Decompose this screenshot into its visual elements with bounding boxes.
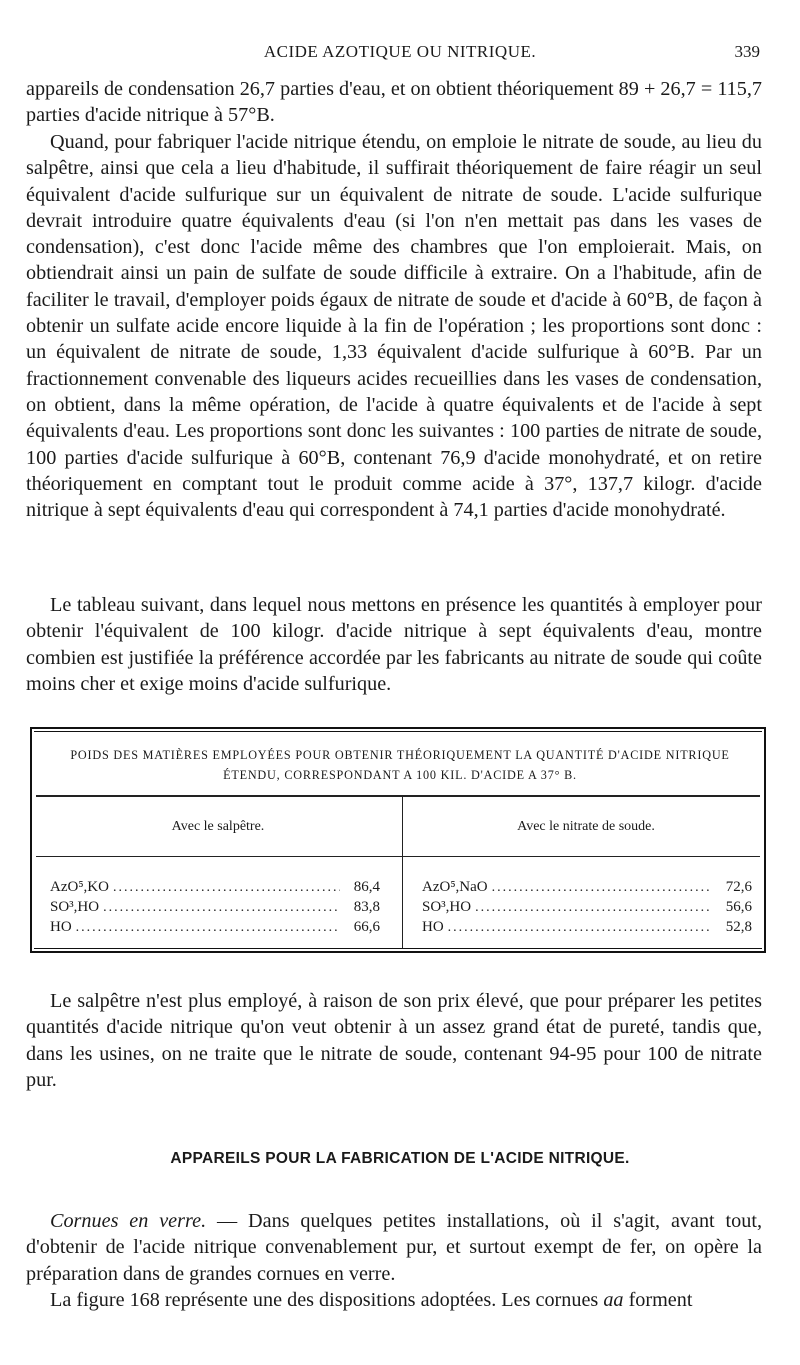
paragraph-figure-168 (26, 1287, 762, 1313)
leader-dots (448, 920, 712, 936)
table-row (422, 919, 752, 939)
row-label: SO³,HO (50, 899, 100, 915)
table-row (50, 879, 380, 899)
leader-dots (76, 920, 340, 936)
column-header-nitrate-de-soude: Avec le nitrate de soude. (517, 819, 655, 834)
paragraph-tableau-intro: Le tableau suivant, dans lequel nous mettons en présence les quantités à employer pour obtenir l'équivalent de 100 kilogr. d'acide nitrique à sept équivalents d'eau, montre combien est justifiée la préférence accordée par les fabricants au nitrate de soude qui coûte moins cher et exige moins d'acide sulfurique. (26, 594, 762, 695)
table-header-rule (36, 795, 760, 797)
row-label: AzO⁵,NaO (422, 879, 488, 895)
row-value: 72,6 (725, 879, 752, 895)
table-row (50, 919, 380, 939)
row-label: AzO⁵,KO (50, 879, 109, 895)
row-label: HO (422, 919, 444, 935)
table-row (50, 899, 380, 919)
paragraph-text: forment (623, 1289, 693, 1311)
table-caption-line-1: POIDS DES MATIÈRES EMPLOYÉES POUR OBTENIR THÉORIQUEMENT LA QUANTITÉ D'ACIDE NITRIQUE (70, 748, 730, 762)
row-value: 66,6 (353, 919, 380, 935)
leader-dots (475, 900, 712, 916)
paragraph-text: La figure 168 représente une des dispositions adoptées. Les cornues (50, 1289, 604, 1311)
row-value: 86,4 (353, 879, 380, 895)
table-column-divider (402, 797, 403, 949)
row-label: HO (50, 919, 72, 935)
figure-letter: aa (603, 1289, 624, 1311)
weights-table (30, 727, 766, 953)
section-title: APPAREILS POUR LA FABRICATION DE L'ACIDE NITRIQUE. (170, 1150, 630, 1167)
row-value: 56,6 (725, 899, 752, 915)
table-caption (40, 745, 760, 785)
running-head (0, 40, 800, 68)
leader-dots (492, 880, 712, 896)
column-header-salpetre: Avec le salpêtre. (171, 819, 265, 834)
table-row (422, 899, 752, 919)
paragraph-nitrate-de-soude: Quand, pour fabriquer l'acide nitrique étendu, on emploie le nitrate de soude, au lieu du salpêtre, ainsi que cela a lieu d'habitude, il suffirait théoriquement de faire réagir un seul équivalent d'acide sulfurique sur un équivalent de nitrate de soude. L'acide sulfurique devrait introduire quatre équivalents d'eau (si l'on n'en mettait pas dans les vases de condensation), c'est donc l'acide même des chambres que l'on emploierait. Mais, on obtiendrait ainsi un pain de sulfate de soude difficile à extraire. On a l'habitude, afin de faciliter le travail, d'employer poids égaux de nitrate de soude et d'acide à 60°B, de façon à obtenir un sulfate acide encore liquide à la fin de l'opération ; les proportions sont donc : un équivalent de nitrate de soude, 1,33 équivalent d'acide sulfurique à 60°B. Par un fractionnement convenable des liqueurs acides recueillies dans les vases de condensation, on obtient, dans la même opération, de l'acide à quatre équivalents et de l'acide à sept équivalents d'eau. Les proportions sont donc les suivantes : 100 parties de nitrate de soude, 100 parties d'acide sulfurique à 60°B, contenant 76,9 d'acide monohydraté, et on retire théoriquement en comptant tout le produit comme acide à 37°, 137,7 kilogr. d'acide nitrique à sept équivalents d'eau qui correspondent à 74,1 parties d'acide monohydraté. (26, 131, 762, 522)
row-value: 83,8 (353, 899, 380, 915)
paragraph-salpetre: Le salpêtre n'est plus employé, à raison de son prix élevé, que pour préparer les petites quantités d'acide nitrique qu'on veut obtenir à un assez grand état de pureté, tandis que, dans les usines, on ne traite que le nitrate de soude, contenant 94-95 pour 100 de nitrate pur. (26, 990, 762, 1091)
table-body-rule (36, 856, 760, 857)
paragraph-lead-in: Cornues en verre. (50, 1210, 207, 1232)
leader-dots (113, 880, 340, 896)
leader-dots (103, 900, 340, 916)
paragraph-text: — Dans quelques petites installations, où il s'agit, avant tout, d'obtenir de l'acide nitrique convenablement pur, et surtout exempt de fer, on opère la préparation dans de grandes cornues en verre. (26, 1210, 762, 1285)
table-row (422, 879, 752, 899)
paragraph-continuation: appareils de condensation 26,7 parties d'eau, et on obtient théoriquement 89 + 26,7 = 115,7 parties d'acide nitrique à 57°B. (26, 78, 762, 127)
paragraph-cornues (26, 1208, 762, 1287)
row-label: SO³,HO (422, 899, 472, 915)
running-title: ACIDE AZOTIQUE OU NITRIQUE. (263, 42, 537, 61)
page-number: 339 (734, 42, 760, 61)
row-value: 52,8 (725, 919, 752, 935)
table-caption-line-2: ÉTENDU, CORRESPONDANT A 100 KIL. D'ACIDE A 37° B. (223, 768, 577, 782)
